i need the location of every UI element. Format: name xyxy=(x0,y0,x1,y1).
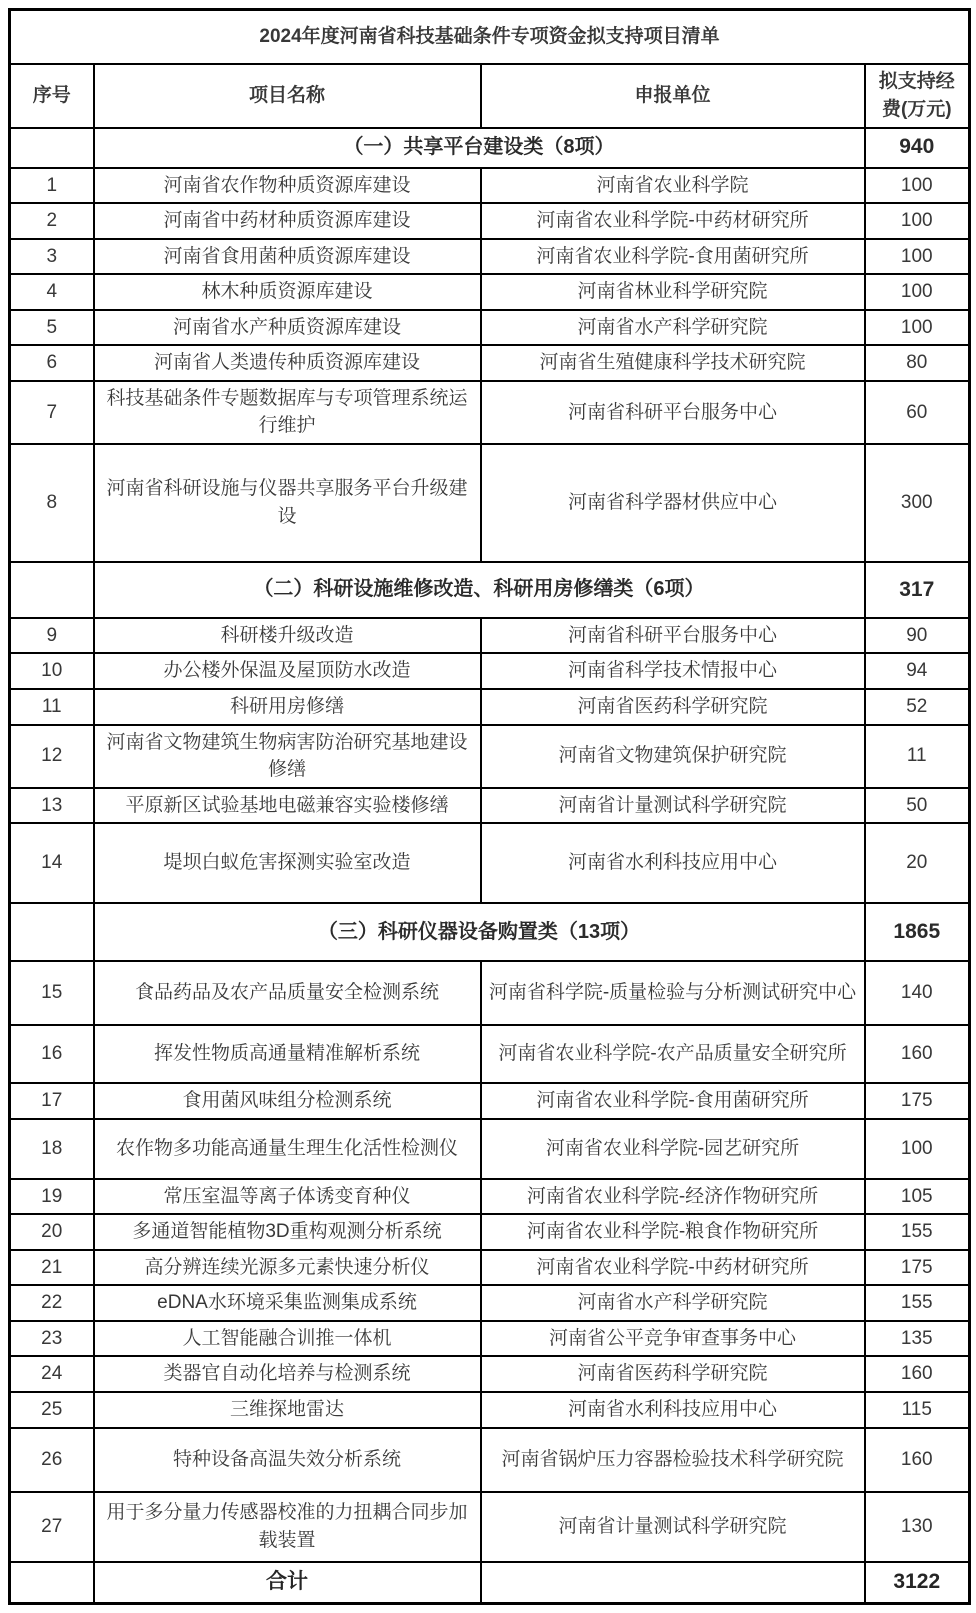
table-row xyxy=(10,310,970,346)
cell-project-name: 平原新区试验基地电磁兼容实验楼修缮 xyxy=(94,788,481,824)
cell-fee: 80 xyxy=(865,345,970,381)
cell-fee: 155 xyxy=(865,1285,970,1321)
cell-org: 河南省水利科技应用中心 xyxy=(481,823,865,903)
section-no-cell xyxy=(10,562,94,618)
cell-no: 12 xyxy=(10,725,94,788)
cell-project-name: 林木种质资源库建设 xyxy=(94,274,481,310)
section-header-row xyxy=(10,903,970,961)
cell-org: 河南省水产科学研究院 xyxy=(481,310,865,346)
section-title-cell: （三）科研仪器设备购置类（13项） xyxy=(94,903,865,961)
cell-no: 24 xyxy=(10,1356,94,1392)
cell-org: 河南省科学院-质量检验与分析测试研究中心 xyxy=(481,961,865,1025)
table-row xyxy=(10,1492,970,1562)
cell-project-name: 河南省文物建筑生物病害防治研究基地建设修缮 xyxy=(94,725,481,788)
cell-fee: 175 xyxy=(865,1250,970,1286)
cell-fee: 160 xyxy=(865,1356,970,1392)
cell-org: 河南省医药科学研究院 xyxy=(481,1356,865,1392)
cell-no: 22 xyxy=(10,1285,94,1321)
section-subtotal-cell: 317 xyxy=(865,562,970,618)
cell-org: 河南省农业科学院-粮食作物研究所 xyxy=(481,1214,865,1250)
table-row xyxy=(10,168,970,204)
cell-no: 4 xyxy=(10,274,94,310)
cell-project-name: 多通道智能植物3D重构观测分析系统 xyxy=(94,1214,481,1250)
cell-fee: 105 xyxy=(865,1179,970,1215)
cell-org: 河南省农业科学院-经济作物研究所 xyxy=(481,1179,865,1215)
cell-org: 河南省农业科学院-农产品质量安全研究所 xyxy=(481,1025,865,1083)
cell-org: 河南省农业科学院-中药材研究所 xyxy=(481,1250,865,1286)
cell-no: 18 xyxy=(10,1119,94,1179)
cell-fee: 175 xyxy=(865,1083,970,1119)
table-row xyxy=(10,381,970,444)
cell-org: 河南省生殖健康科学技术研究院 xyxy=(481,345,865,381)
section-no-cell xyxy=(10,128,94,168)
cell-project-name: 挥发性物质高通量精准解析系统 xyxy=(94,1025,481,1083)
total-row xyxy=(10,1562,970,1604)
cell-no: 27 xyxy=(10,1492,94,1562)
table-row xyxy=(10,689,970,725)
cell-no: 2 xyxy=(10,203,94,239)
cell-project-name: eDNA水环境采集监测集成系统 xyxy=(94,1285,481,1321)
cell-project-name: 人工智能融合训推一体机 xyxy=(94,1321,481,1357)
cell-no: 11 xyxy=(10,689,94,725)
table-body xyxy=(10,10,970,1604)
cell-fee: 100 xyxy=(865,203,970,239)
cell-no: 26 xyxy=(10,1428,94,1492)
table-row xyxy=(10,961,970,1025)
cell-project-name: 科研用房修缮 xyxy=(94,689,481,725)
cell-project-name: 河南省科研设施与仪器共享服务平台升级建设 xyxy=(94,444,481,562)
table-row xyxy=(10,788,970,824)
cell-org: 河南省科学器材供应中心 xyxy=(481,444,865,562)
cell-org: 河南省农业科学院-中药材研究所 xyxy=(481,203,865,239)
cell-project-name: 类器官自动化培养与检测系统 xyxy=(94,1356,481,1392)
table-row xyxy=(10,203,970,239)
table-row xyxy=(10,1428,970,1492)
cell-project-name: 三维探地雷达 xyxy=(94,1392,481,1428)
cell-no: 23 xyxy=(10,1321,94,1357)
table-row xyxy=(10,1321,970,1357)
cell-fee: 140 xyxy=(865,961,970,1025)
cell-no: 25 xyxy=(10,1392,94,1428)
cell-fee: 155 xyxy=(865,1214,970,1250)
cell-org: 河南省锅炉压力容器检验技术科学研究院 xyxy=(481,1428,865,1492)
cell-org: 河南省水利科技应用中心 xyxy=(481,1392,865,1428)
column-header-org: 申报单位 xyxy=(481,64,865,128)
column-header-row xyxy=(10,64,970,128)
cell-fee: 50 xyxy=(865,788,970,824)
cell-project-name: 用于多分量力传感器校准的力扭耦合同步加载装置 xyxy=(94,1492,481,1562)
cell-org: 河南省医药科学研究院 xyxy=(481,689,865,725)
cell-project-name: 河南省水产种质资源库建设 xyxy=(94,310,481,346)
cell-fee: 94 xyxy=(865,653,970,689)
cell-org: 河南省农业科学院-食用菌研究所 xyxy=(481,1083,865,1119)
cell-fee: 90 xyxy=(865,618,970,654)
cell-org: 河南省文物建筑保护研究院 xyxy=(481,725,865,788)
total-label-cell: 合计 xyxy=(94,1562,481,1604)
cell-org: 河南省科研平台服务中心 xyxy=(481,381,865,444)
cell-no: 21 xyxy=(10,1250,94,1286)
cell-fee: 135 xyxy=(865,1321,970,1357)
cell-org: 河南省农业科学院 xyxy=(481,168,865,204)
cell-project-name: 农作物多功能高通量生理生化活性检测仪 xyxy=(94,1119,481,1179)
cell-project-name: 食用菌风味组分检测系统 xyxy=(94,1083,481,1119)
section-header-row xyxy=(10,128,970,168)
cell-fee: 20 xyxy=(865,823,970,903)
table-row xyxy=(10,1025,970,1083)
cell-no: 16 xyxy=(10,1025,94,1083)
table-row xyxy=(10,1356,970,1392)
table-row xyxy=(10,444,970,562)
cell-project-name: 科研楼升级改造 xyxy=(94,618,481,654)
column-header-project: 项目名称 xyxy=(94,64,481,128)
table-row xyxy=(10,653,970,689)
cell-fee: 160 xyxy=(865,1428,970,1492)
cell-fee: 100 xyxy=(865,310,970,346)
section-header-row xyxy=(10,562,970,618)
title-row xyxy=(10,10,970,64)
cell-fee: 60 xyxy=(865,381,970,444)
column-header-no: 序号 xyxy=(10,64,94,128)
total-empty-cell xyxy=(481,1562,865,1604)
cell-org: 河南省农业科学院-园艺研究所 xyxy=(481,1119,865,1179)
cell-no: 14 xyxy=(10,823,94,903)
total-no-cell xyxy=(10,1562,94,1604)
cell-org: 河南省水产科学研究院 xyxy=(481,1285,865,1321)
cell-no: 8 xyxy=(10,444,94,562)
cell-org: 河南省农业科学院-食用菌研究所 xyxy=(481,239,865,275)
cell-project-name: 办公楼外保温及屋顶防水改造 xyxy=(94,653,481,689)
cell-project-name: 河南省人类遗传种质资源库建设 xyxy=(94,345,481,381)
cell-fee: 11 xyxy=(865,725,970,788)
cell-org: 河南省林业科学研究院 xyxy=(481,274,865,310)
cell-fee: 115 xyxy=(865,1392,970,1428)
cell-no: 15 xyxy=(10,961,94,1025)
cell-project-name: 堤坝白蚁危害探测实验室改造 xyxy=(94,823,481,903)
cell-fee: 100 xyxy=(865,1119,970,1179)
fund-project-table xyxy=(8,8,971,1605)
cell-no: 3 xyxy=(10,239,94,275)
cell-org: 河南省计量测试科学研究院 xyxy=(481,1492,865,1562)
cell-org: 河南省公平竞争审查事务中心 xyxy=(481,1321,865,1357)
cell-org: 河南省科研平台服务中心 xyxy=(481,618,865,654)
cell-no: 20 xyxy=(10,1214,94,1250)
table-row xyxy=(10,1119,970,1179)
cell-fee: 100 xyxy=(865,168,970,204)
table-row xyxy=(10,1214,970,1250)
cell-no: 5 xyxy=(10,310,94,346)
table-row xyxy=(10,345,970,381)
cell-org: 河南省科学技术情报中心 xyxy=(481,653,865,689)
cell-no: 6 xyxy=(10,345,94,381)
cell-fee: 100 xyxy=(865,274,970,310)
table-row xyxy=(10,823,970,903)
cell-project-name: 特种设备高温失效分析系统 xyxy=(94,1428,481,1492)
cell-project-name: 常压室温等离子体诱变育种仪 xyxy=(94,1179,481,1215)
table-row xyxy=(10,1083,970,1119)
cell-no: 19 xyxy=(10,1179,94,1215)
table-row xyxy=(10,1250,970,1286)
total-fee-cell: 3122 xyxy=(865,1562,970,1604)
section-title-cell: （二）科研设施维修改造、科研用房修缮类（6项） xyxy=(94,562,865,618)
table-row xyxy=(10,239,970,275)
cell-project-name: 高分辨连续光源多元素快速分析仪 xyxy=(94,1250,481,1286)
cell-no: 9 xyxy=(10,618,94,654)
cell-no: 13 xyxy=(10,788,94,824)
cell-project-name: 河南省中药材种质资源库建设 xyxy=(94,203,481,239)
cell-fee: 52 xyxy=(865,689,970,725)
cell-project-name: 食品药品及农产品质量安全检测系统 xyxy=(94,961,481,1025)
cell-no: 7 xyxy=(10,381,94,444)
column-header-fee: 拟支持经费(万元) xyxy=(865,64,970,128)
section-title-cell: （一）共享平台建设类（8项） xyxy=(94,128,865,168)
table-row xyxy=(10,618,970,654)
cell-fee: 130 xyxy=(865,1492,970,1562)
cell-project-name: 科技基础条件专题数据库与专项管理系统运行维护 xyxy=(94,381,481,444)
cell-fee: 100 xyxy=(865,239,970,275)
table-row xyxy=(10,1285,970,1321)
section-no-cell xyxy=(10,903,94,961)
table-row xyxy=(10,725,970,788)
cell-no: 1 xyxy=(10,168,94,204)
table-row xyxy=(10,1392,970,1428)
table-row xyxy=(10,274,970,310)
cell-fee: 160 xyxy=(865,1025,970,1083)
cell-no: 10 xyxy=(10,653,94,689)
cell-project-name: 河南省食用菌种质资源库建设 xyxy=(94,239,481,275)
cell-fee: 300 xyxy=(865,444,970,562)
section-subtotal-cell: 940 xyxy=(865,128,970,168)
cell-project-name: 河南省农作物种质资源库建设 xyxy=(94,168,481,204)
table-row xyxy=(10,1179,970,1215)
section-subtotal-cell: 1865 xyxy=(865,903,970,961)
page-title: 2024年度河南省科技基础条件专项资金拟支持项目清单 xyxy=(10,10,970,64)
cell-org: 河南省计量测试科学研究院 xyxy=(481,788,865,824)
cell-no: 17 xyxy=(10,1083,94,1119)
